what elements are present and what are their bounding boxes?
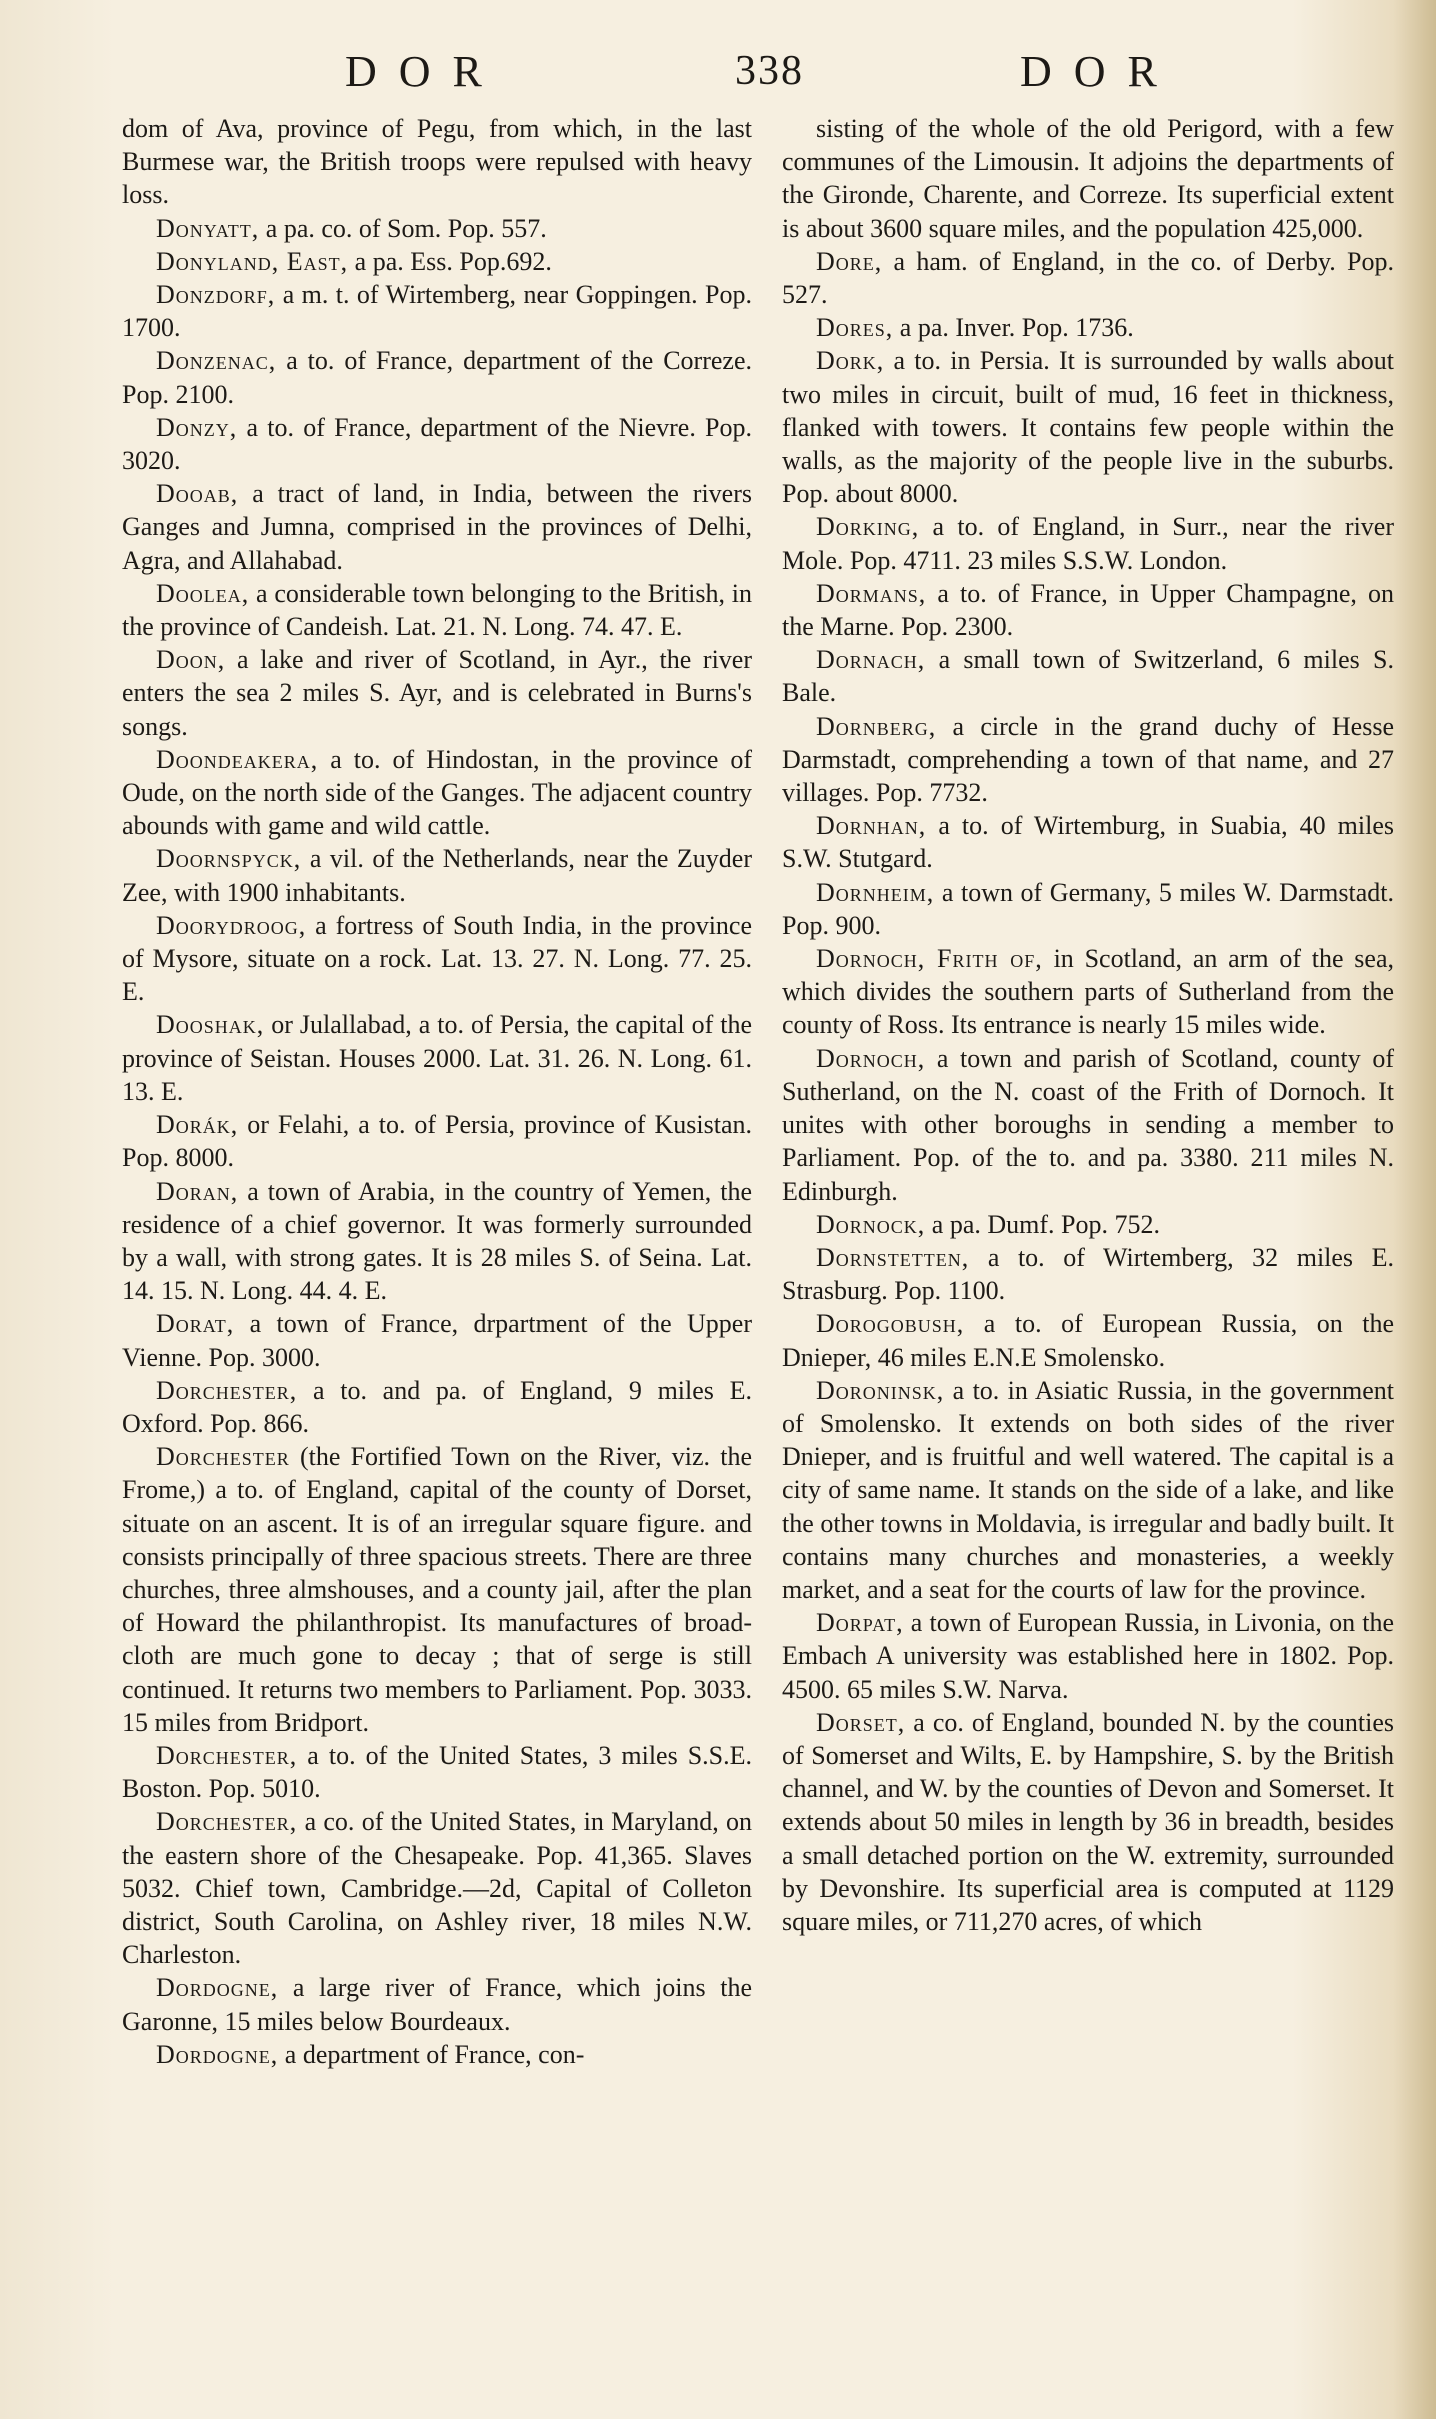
entry-text: a town of European Russia, in Livonia, on the Embach A university was established here in 1802. Pop. 4500. 65 miles S.W. Narva. [782, 1608, 1394, 1704]
dictionary-entry [782, 1606, 1394, 1706]
entry-text: sisting of the whole of the old Perigord, with a few communes of the Limousin. It adjoins the departments of the Gironde, Charente, and Correze. Its superficial extent is about 3600 square miles, and the population 425,000. [782, 114, 1394, 243]
entry-headword: Doolea, [156, 578, 250, 608]
entry-headword: Doon, [156, 645, 226, 675]
left-column [122, 112, 752, 2071]
dictionary-entry [782, 876, 1394, 942]
entry-headword: Dordogne, [156, 2039, 279, 2069]
header-right-guide-word: DOR [1020, 47, 1179, 96]
entry-headword: Dordogne, [156, 1973, 279, 2003]
dictionary-entry [782, 112, 1394, 245]
dictionary-entry [782, 577, 1394, 643]
entry-text: a town of France, drpartment of the Upper Vienne. Pop. 3000. [122, 1309, 752, 1372]
entry-text: a to. of Wirtemburg, in Suabia, 40 miles S.W. Stutgard. [782, 811, 1394, 874]
dictionary-entry [782, 344, 1394, 510]
dictionary-entry [782, 245, 1394, 311]
entry-text: or Julallabad, a to. of Persia, the capital of the province of Seistan. Houses 2000. Lat. 31. 26. N. Long. 61. 13. E. [122, 1010, 752, 1106]
entry-text: a town of Germany, 5 miles W. Darmstadt. Pop. 900. [782, 877, 1394, 940]
dictionary-entry [122, 1008, 752, 1108]
entry-text: a tract of land, in India, between the rivers Ganges and Jumna, comprised in the provinces of Delhi, Agra, and Allahabad. [122, 479, 752, 575]
dictionary-entry [782, 1042, 1394, 1208]
entry-headword: Dork, [816, 346, 885, 376]
dictionary-entry [782, 1241, 1394, 1307]
entry-headword: Dornstetten, [816, 1242, 970, 1272]
entry-headword: Dormans, [816, 578, 927, 608]
entry-headword: Doorydroog, [156, 910, 307, 940]
entry-text: a town of Arabia, in the country of Yemen, the residence of a chief governor. It was formerly surrounded by a wall, with strong gates. It is 28 miles S. of Seina. Lat. 14. 15. N. Long. 44. 4. E. [122, 1176, 752, 1306]
entry-headword: Dorogobush, [816, 1309, 965, 1339]
entry-text: a department of France, con- [278, 2039, 585, 2069]
entry-text: a to. of Wirtemberg, 32 miles E. Strasburg. Pop. 1100. [782, 1242, 1394, 1306]
dictionary-entry [782, 1706, 1394, 1938]
entry-text: a co. of the United States, in Maryland, on the eastern shore of the Chesapeake. Pop. 41,365. Slaves 5032. Chief town, Cambridge.—2d, Capital of Colleton district, South Carolina, on Ashley river, 18 miles N.W. Charleston. [122, 1807, 752, 1970]
entry-headword: Dorchester, [156, 1807, 298, 1837]
right-column [782, 112, 1394, 1938]
entry-headword: Dorchester, [156, 1375, 298, 1405]
entry-headword: Dornoch, Frith of, [816, 944, 1043, 974]
entry-text: a pa. Inver. Pop. 1736. [893, 313, 1134, 343]
entry-text: a to. of Hindostan, in the province of Oude, on the north side of the Ganges. The adjacent country abounds with game and wild cattle. [122, 744, 752, 841]
dictionary-entry [122, 1971, 752, 2037]
dictionary-entry [782, 510, 1394, 576]
entry-headword: Dorchester [156, 1442, 290, 1472]
dictionary-entry [782, 311, 1394, 344]
entry-text: (the Fortified Town on the River, viz. the Frome,) a to. of England, capital of the county of Dorset, situate on an ascent. It is of an irregular square figure. and consists principally of three spacious streets. There are three churches, three almshouses, and a county jail, after the plan of Howard the philanthropist. Its manufactures of broad-cloth are much gone to decay ; that of serge is still continued. It returns two members to Parliament. Pop. 3033. 15 miles from Bridport. [122, 1442, 752, 1737]
dictionary-entry [122, 743, 752, 843]
entry-text: a to. of the United States, 3 miles S.S.E. Boston. Pop. 5010. [122, 1740, 752, 1804]
dictionary-entry [122, 2038, 752, 2071]
entry-text: a to. in Persia. It is surrounded by walls about two miles in circuit, built of mud, 16 feet in thickness, flanked with towers. It contains few people within the walls, as the majority of the people live in the suburbs. Pop. about 8000. [782, 346, 1394, 509]
dictionary-entry [122, 1307, 752, 1373]
entry-text: a large river of France, which joins the Garonne, 15 miles below Bourdeaux. [122, 1973, 752, 2036]
entry-text: a to. in Asiatic Russia, in the government of Smolensko. It extends on both sides of the river Dnieper, and is fruitful and well watered. The capital is a city of same name. It stands on the side of a lake, and like the other towns in Moldavia, is irregular and badly built. It contains many churches and monasteries, a weekly market, and a seat for the courts of law for the province. [782, 1375, 1394, 1604]
entry-text: a considerable town belonging to the British, in the province of Candeish. Lat. 21. N. Long. 74. 47. E. [122, 578, 752, 642]
entry-headword: Dorset, [816, 1707, 906, 1737]
page-number: 338 [735, 48, 804, 94]
entry-text: a co. of England, bounded N. by the counties of Somerset and Wilts, E. by Hampshire, S. by the British channel, and W. by the counties of Devon and Somerset. It extends about 50 miles in length by 36 in breadth, besides a small detached portion on the W. extremity, surrounded by Devonshire. Its superficial area is computed at 1129 square miles, or 711,270 acres, of which [782, 1707, 1394, 1936]
entry-text: a to. of France, in Upper Champagne, on the Marne. Pop. 2300. [782, 578, 1394, 642]
entry-text: dom of Ava, province of Pegu, from which, in the last Burmese war, the British troops were repulsed with heavy loss. [122, 114, 752, 210]
dictionary-entry [122, 1440, 752, 1739]
entry-headword: Dooshak, [156, 1010, 265, 1040]
dictionary-entry [122, 1108, 752, 1174]
entry-headword: Dornheim, [816, 877, 935, 907]
entry-text: a m. t. of Wirtemberg, near Goppingen. Pop. 1700. [122, 280, 752, 343]
entry-headword: Doroninsk, [816, 1375, 945, 1405]
entry-headword: Dornhan, [816, 811, 927, 841]
entry-headword: Dorchester, [156, 1740, 298, 1770]
dictionary-entry [122, 1805, 752, 1971]
entry-text: a small town of Switzerland, 6 miles S. Bale. [782, 645, 1394, 708]
entry-text: a vil. of the Netherlands, near the Zuyder Zee, with 1900 inhabitants. [122, 844, 752, 907]
entry-headword: Donyatt, [156, 213, 260, 243]
entry-headword: Donzenac, [156, 346, 277, 376]
dictionary-entry [122, 344, 752, 410]
dictionary-entry [122, 278, 752, 344]
dictionary-entry [122, 112, 752, 212]
entry-text: a to. of England, in Surr., near the river Mole. Pop. 4711. 23 miles S.S.W. London. [782, 512, 1394, 575]
dictionary-entry [122, 842, 752, 908]
dictionary-entry [122, 245, 752, 278]
dictionary-entry [122, 909, 752, 1009]
entry-headword: Doran, [156, 1176, 239, 1206]
entry-headword: Donzy, [156, 412, 238, 442]
dictionary-entry [782, 643, 1394, 709]
dictionary-entry [782, 710, 1394, 810]
running-header [0, 42, 1436, 112]
entry-headword: Dornoch, [816, 1043, 926, 1073]
entry-text: in Scotland, an arm of the sea, which divides the southern parts of Sutherland from the county of Ross. Its entrance is nearly 15 miles wide. [782, 944, 1394, 1040]
dictionary-entry [782, 1374, 1394, 1606]
entry-text: or Felahi, a to. of Persia, province of Kusistan. Pop. 8000. [122, 1110, 752, 1173]
entry-text: a to. and pa. of England, 9 miles E. Oxford. Pop. 866. [122, 1375, 752, 1438]
dictionary-entry [782, 942, 1394, 1042]
entry-headword: Dooab, [156, 479, 239, 509]
entry-headword: Doornspyck, [156, 844, 302, 874]
entry-headword: Dorpat, [816, 1608, 904, 1638]
entry-headword: Dornock, [816, 1209, 926, 1239]
entry-text: a pa. co. of Som. Pop. 557. [259, 213, 547, 243]
entry-headword: Dorking, [816, 512, 920, 542]
entry-text: a fortress of South India, in the province of Mysore, situate on a rock. Lat. 13. 27. N. Long. 77. 25. E. [122, 910, 752, 1007]
dictionary-entry [782, 1307, 1394, 1373]
entry-text: a circle in the grand duchy of Hesse Darmstadt, comprehending a town of that name, and 27 villages. Pop. 7732. [782, 711, 1394, 808]
dictionary-entry [122, 1374, 752, 1440]
dictionary-entry [122, 1175, 752, 1308]
dictionary-entry [122, 643, 752, 743]
dictionary-entry [122, 1739, 752, 1805]
dictionary-entry [122, 577, 752, 643]
entry-headword: Dornberg, [816, 711, 937, 741]
entry-headword: Donyland, East, [156, 246, 349, 276]
header-left-guide-word: DOR [345, 47, 504, 96]
entry-headword: Doondeakera, [156, 744, 319, 774]
entry-headword: Dorat, [156, 1309, 235, 1339]
entry-headword: Dorák, [156, 1110, 239, 1140]
entry-headword: Donzdorf, [156, 280, 276, 310]
entry-text: a to. of European Russia, on the Dnieper, 46 miles E.N.E Smolensko. [782, 1309, 1394, 1372]
entry-headword: Dore, [816, 246, 883, 276]
entry-text: a town and parish of Scotland, county of Sutherland, on the N. coast of the Frith of Dornoch. It unites with other boroughs in sending a member to Parliament. Pop. of the to. and pa. 3380. 211 miles N. Edinburgh. [782, 1043, 1394, 1206]
dictionary-entry [122, 411, 752, 477]
dictionary-entry [782, 1208, 1394, 1241]
entry-headword: Dornach, [816, 645, 926, 675]
entry-text: a pa. Dumf. Pop. 752. [925, 1209, 1160, 1239]
entry-text: a ham. of England, in the co. of Derby. Pop. 527. [782, 246, 1394, 310]
entry-text: a to. of France, department of the Nievre. Pop. 3020. [122, 412, 752, 476]
dictionary-entry [122, 212, 752, 245]
dictionary-entry [122, 477, 752, 577]
entry-text: a pa. Ess. Pop.692. [348, 246, 552, 276]
entry-text: a to. of France, department of the Correze. Pop. 2100. [122, 346, 752, 409]
dictionary-entry [782, 809, 1394, 875]
entry-headword: Dores, [816, 313, 894, 343]
entry-text: a lake and river of Scotland, in Ayr., the river enters the sea 2 miles S. Ayr, and is celebrated in Burns's songs. [122, 645, 752, 741]
